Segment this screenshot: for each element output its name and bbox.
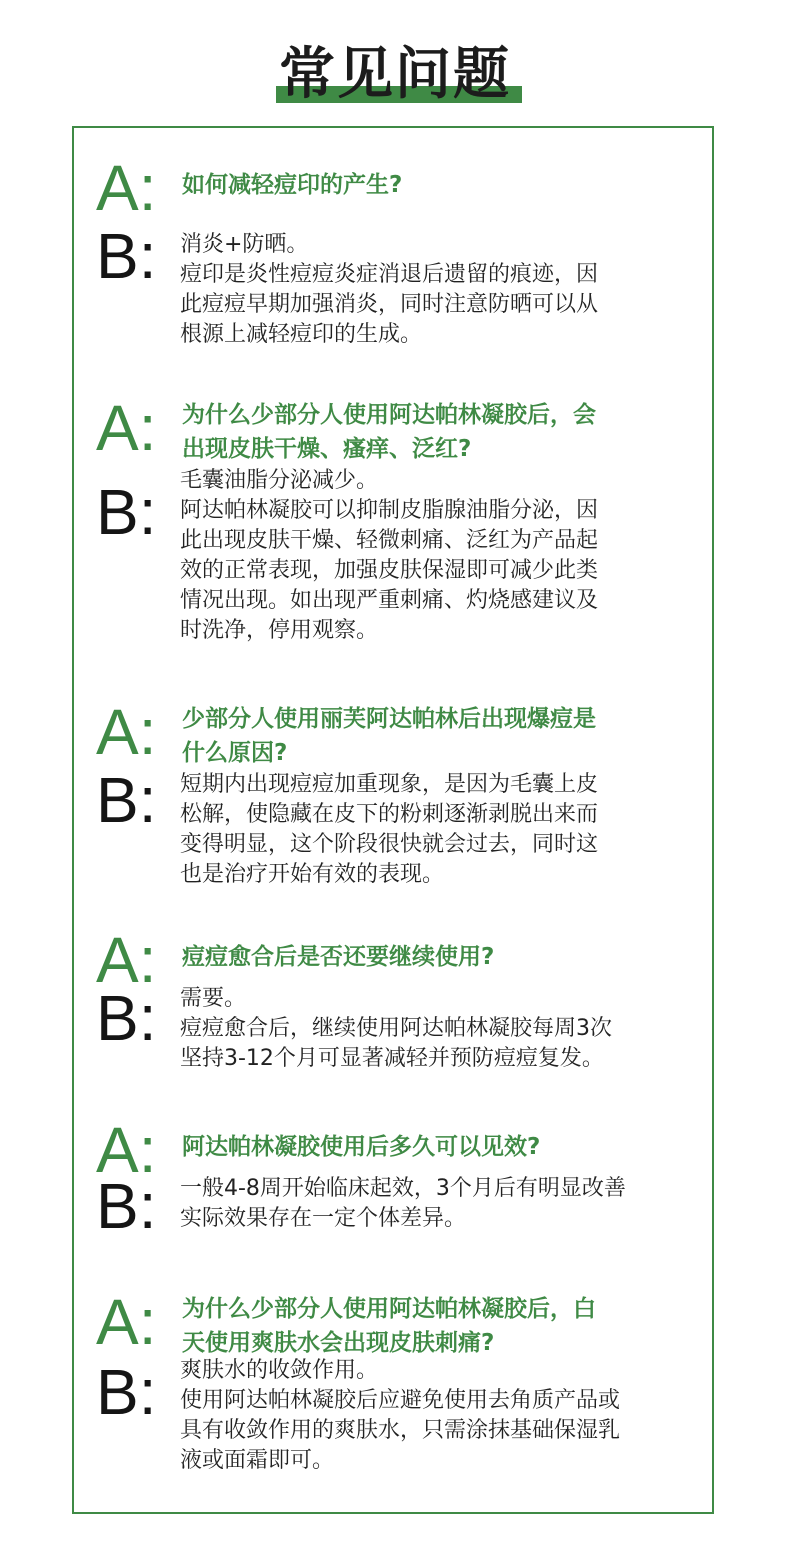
page-title: 常见问题 (279, 42, 511, 107)
question-marker: A: (96, 696, 157, 768)
question-line: 痘痘愈合后是否还要继续使用? (182, 944, 495, 970)
question-line: 为什么少部分人使用阿达帕林凝胶后，白 (182, 1296, 596, 1322)
answer-marker: B: (96, 764, 157, 836)
answer-line: 具有收敛作用的爽肤水，只需涂抹基础保湿乳 (180, 1418, 621, 1443)
answer-line: 效的正常表现，加强皮肤保湿即可减少此类 (180, 558, 599, 583)
question-marker: A: (96, 392, 157, 464)
question-marker: A: (96, 1286, 157, 1358)
question-text (182, 702, 702, 770)
title-area (0, 40, 790, 110)
answer-text (180, 770, 705, 890)
question-text (182, 398, 702, 466)
question-line: 如何减轻痘印的产生? (182, 172, 403, 198)
question-marker: A: (96, 924, 157, 996)
answer-text (180, 230, 705, 350)
question-text (182, 1130, 702, 1164)
question-line: 什么原因? (182, 740, 288, 766)
answer-line: 阿达帕林凝胶可以抑制皮脂腺油脂分泌，因 (180, 498, 599, 523)
answer-text (180, 466, 705, 646)
question-text (182, 168, 702, 202)
answer-marker: B: (96, 1170, 157, 1242)
answer-line: 痘痘愈合后，继续使用阿达帕林凝胶每周3次 (180, 1016, 612, 1041)
answer-line: 一般4-8周开始临床起效，3个月后有明显改善 (180, 1176, 626, 1201)
answer-line: 毛囊油脂分泌减少。 (180, 468, 379, 493)
question-marker: A: (96, 152, 157, 224)
answer-line: 爽肤水的收敛作用。 (180, 1358, 379, 1383)
answer-line: 变得明显，这个阶段很快就会过去，同时这 (180, 832, 599, 857)
answer-line: 坚持3-12个月可显著减轻并预防痘痘复发。 (180, 1046, 604, 1071)
answer-text (180, 1174, 705, 1234)
question-text (182, 940, 702, 974)
answer-line: 需要。 (180, 986, 247, 1011)
answer-line: 情况出现。如出现严重刺痛、灼烧感建议及 (180, 588, 599, 613)
question-line: 为什么少部分人使用阿达帕林凝胶后，会 (182, 402, 596, 428)
answer-line: 也是治疗开始有效的表现。 (180, 862, 445, 887)
answer-marker: B: (96, 982, 157, 1054)
answer-line: 此出现皮肤干燥、轻微刺痛、泛红为产品起 (180, 528, 599, 553)
answer-line: 时洗净，停用观察。 (180, 618, 379, 643)
answer-text (180, 984, 705, 1074)
answer-line: 松解，使隐藏在皮下的粉刺逐渐剥脱出来而 (180, 802, 599, 827)
answer-line: 此痘痘早期加强消炎，同时注意防晒可以从 (180, 292, 599, 317)
answer-line: 使用阿达帕林凝胶后应避免使用去角质产品或 (180, 1388, 621, 1413)
question-line: 阿达帕林凝胶使用后多久可以见效? (182, 1134, 541, 1160)
answer-text (180, 1356, 705, 1476)
answer-marker: B: (96, 220, 157, 292)
answer-line: 消炎+防晒。 (180, 232, 309, 257)
question-marker: A: (96, 1114, 157, 1186)
answer-marker: B: (96, 1356, 157, 1428)
answer-line: 液或面霜即可。 (180, 1448, 335, 1473)
answer-marker: B: (96, 476, 157, 548)
question-text (182, 1292, 702, 1360)
question-line: 出现皮肤干燥、瘙痒、泛红? (182, 436, 472, 462)
answer-line: 痘印是炎性痘痘炎症消退后遗留的痕迹，因 (180, 262, 599, 287)
answer-line: 短期内出现痘痘加重现象，是因为毛囊上皮 (180, 772, 599, 797)
answer-line: 根源上减轻痘印的生成。 (180, 322, 423, 347)
question-line: 天使用爽肤水会出现皮肤刺痛? (182, 1330, 495, 1356)
answer-line: 实际效果存在一定个体差异。 (180, 1206, 467, 1231)
question-line: 少部分人使用丽芙阿达帕林后出现爆痘是 (182, 706, 596, 732)
